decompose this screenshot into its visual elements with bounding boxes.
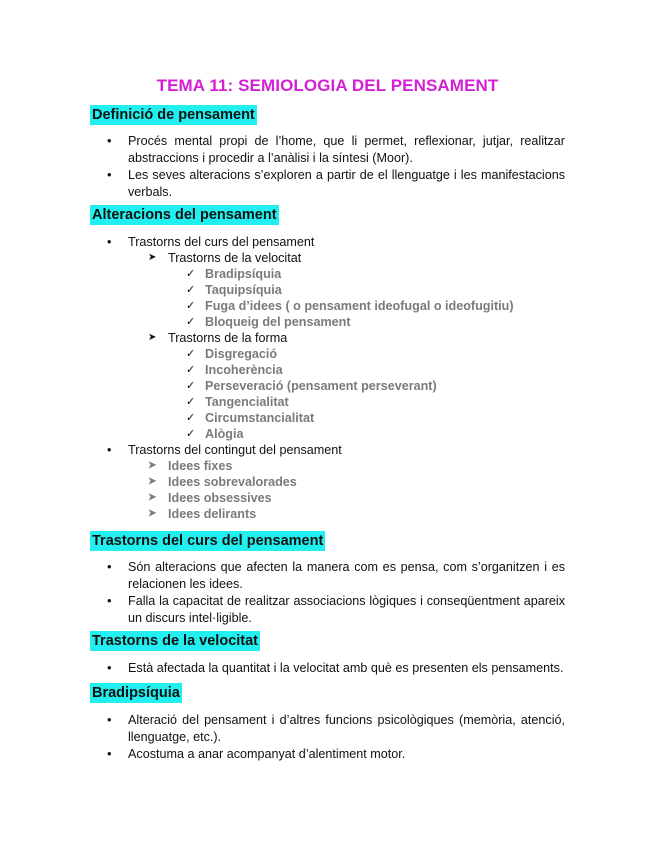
list-item: ➤ Idees fixes — [148, 458, 514, 474]
forma-label: Trastorns de la forma — [168, 331, 288, 345]
list-item — [148, 330, 514, 442]
list-item: ✓ Bloqueig del pensament — [186, 314, 514, 330]
heading-velocitat: Trastorns de la velocitat — [92, 633, 259, 649]
forma-sublist — [168, 346, 514, 442]
curs-sublist — [128, 250, 514, 442]
heading-curs: Trastorns del curs del pensament — [92, 533, 324, 549]
list-item: • Procés mental propi de l’home, que li permet, reflexionar, jutjar, realitzar abstraccions i procedir a l’anàlisi i la síntesi (Moor). — [107, 133, 565, 166]
list-item: ✓ Taquipsíquia — [186, 282, 514, 298]
list-item: ✓ Fuga d’idees ( o pensament ideofugal o ideofugitiu) — [186, 298, 514, 314]
heading-alteracions: Alteracions del pensament — [92, 207, 277, 223]
list-item: ✓ Tangencialitat — [186, 394, 514, 410]
list-item: • Les seves alteracions s’exploren a partir de el llenguatge i les manifestacions verbals. — [107, 167, 565, 200]
velocitat-list — [107, 660, 565, 678]
list-item: • Està afectada la quantitat i la velocitat amb què es presenten els pensaments. — [107, 660, 565, 677]
definicio-list — [107, 133, 565, 201]
list-item: ✓ Disgregació — [186, 346, 514, 362]
heading-bradipsiquia: Bradipsíquia — [92, 685, 180, 701]
list-item: • Falla la capacitat de realitzar associacions lògiques i conseqüentment apareix un discurs intel·ligible. — [107, 593, 565, 626]
heading-definicio: Definició de pensament — [92, 107, 255, 123]
list-item: ✓ Perseveració (pensament perseverant) — [186, 378, 514, 394]
list-item: ✓ Incoherència — [186, 362, 514, 378]
alteracions-tree — [107, 234, 514, 522]
velocitat-label: Trastorns de la velocitat — [168, 251, 302, 265]
list-item: ✓ Bradipsíquia — [186, 266, 514, 282]
curs-list — [107, 559, 565, 627]
bradipsiquia-list — [107, 712, 565, 764]
contingut-label: Trastorns del contingut del pensament — [128, 443, 342, 457]
list-item: ➤ Idees sobrevalorades — [148, 474, 514, 490]
contingut-sublist — [128, 458, 514, 522]
list-item — [107, 442, 514, 522]
list-item: ✓ Circumstancialitat — [186, 410, 514, 426]
list-item — [148, 250, 514, 330]
curs-label: Trastorns del curs del pensament — [128, 235, 315, 249]
list-item — [107, 234, 514, 442]
list-item: ➤ Idees obsessives — [148, 490, 514, 506]
page-title: TEMA 11: SEMIOLOGIA DEL PENSAMENT — [156, 76, 499, 95]
list-item: • Són alteracions que afecten la manera com es pensa, com s’organitzen i es relacionen les idees. — [107, 559, 565, 592]
list-item: • Acostuma a anar acompanyat d’alentiment motor. — [107, 746, 565, 763]
velocitat-sublist — [168, 266, 514, 330]
list-item: ✓ Alògia — [186, 426, 514, 442]
list-item: • Alteració del pensament i d’altres funcions psicològiques (memòria, atenció, llenguatge, etc.). — [107, 712, 565, 745]
list-item: ➤ Idees delirants — [148, 506, 514, 522]
